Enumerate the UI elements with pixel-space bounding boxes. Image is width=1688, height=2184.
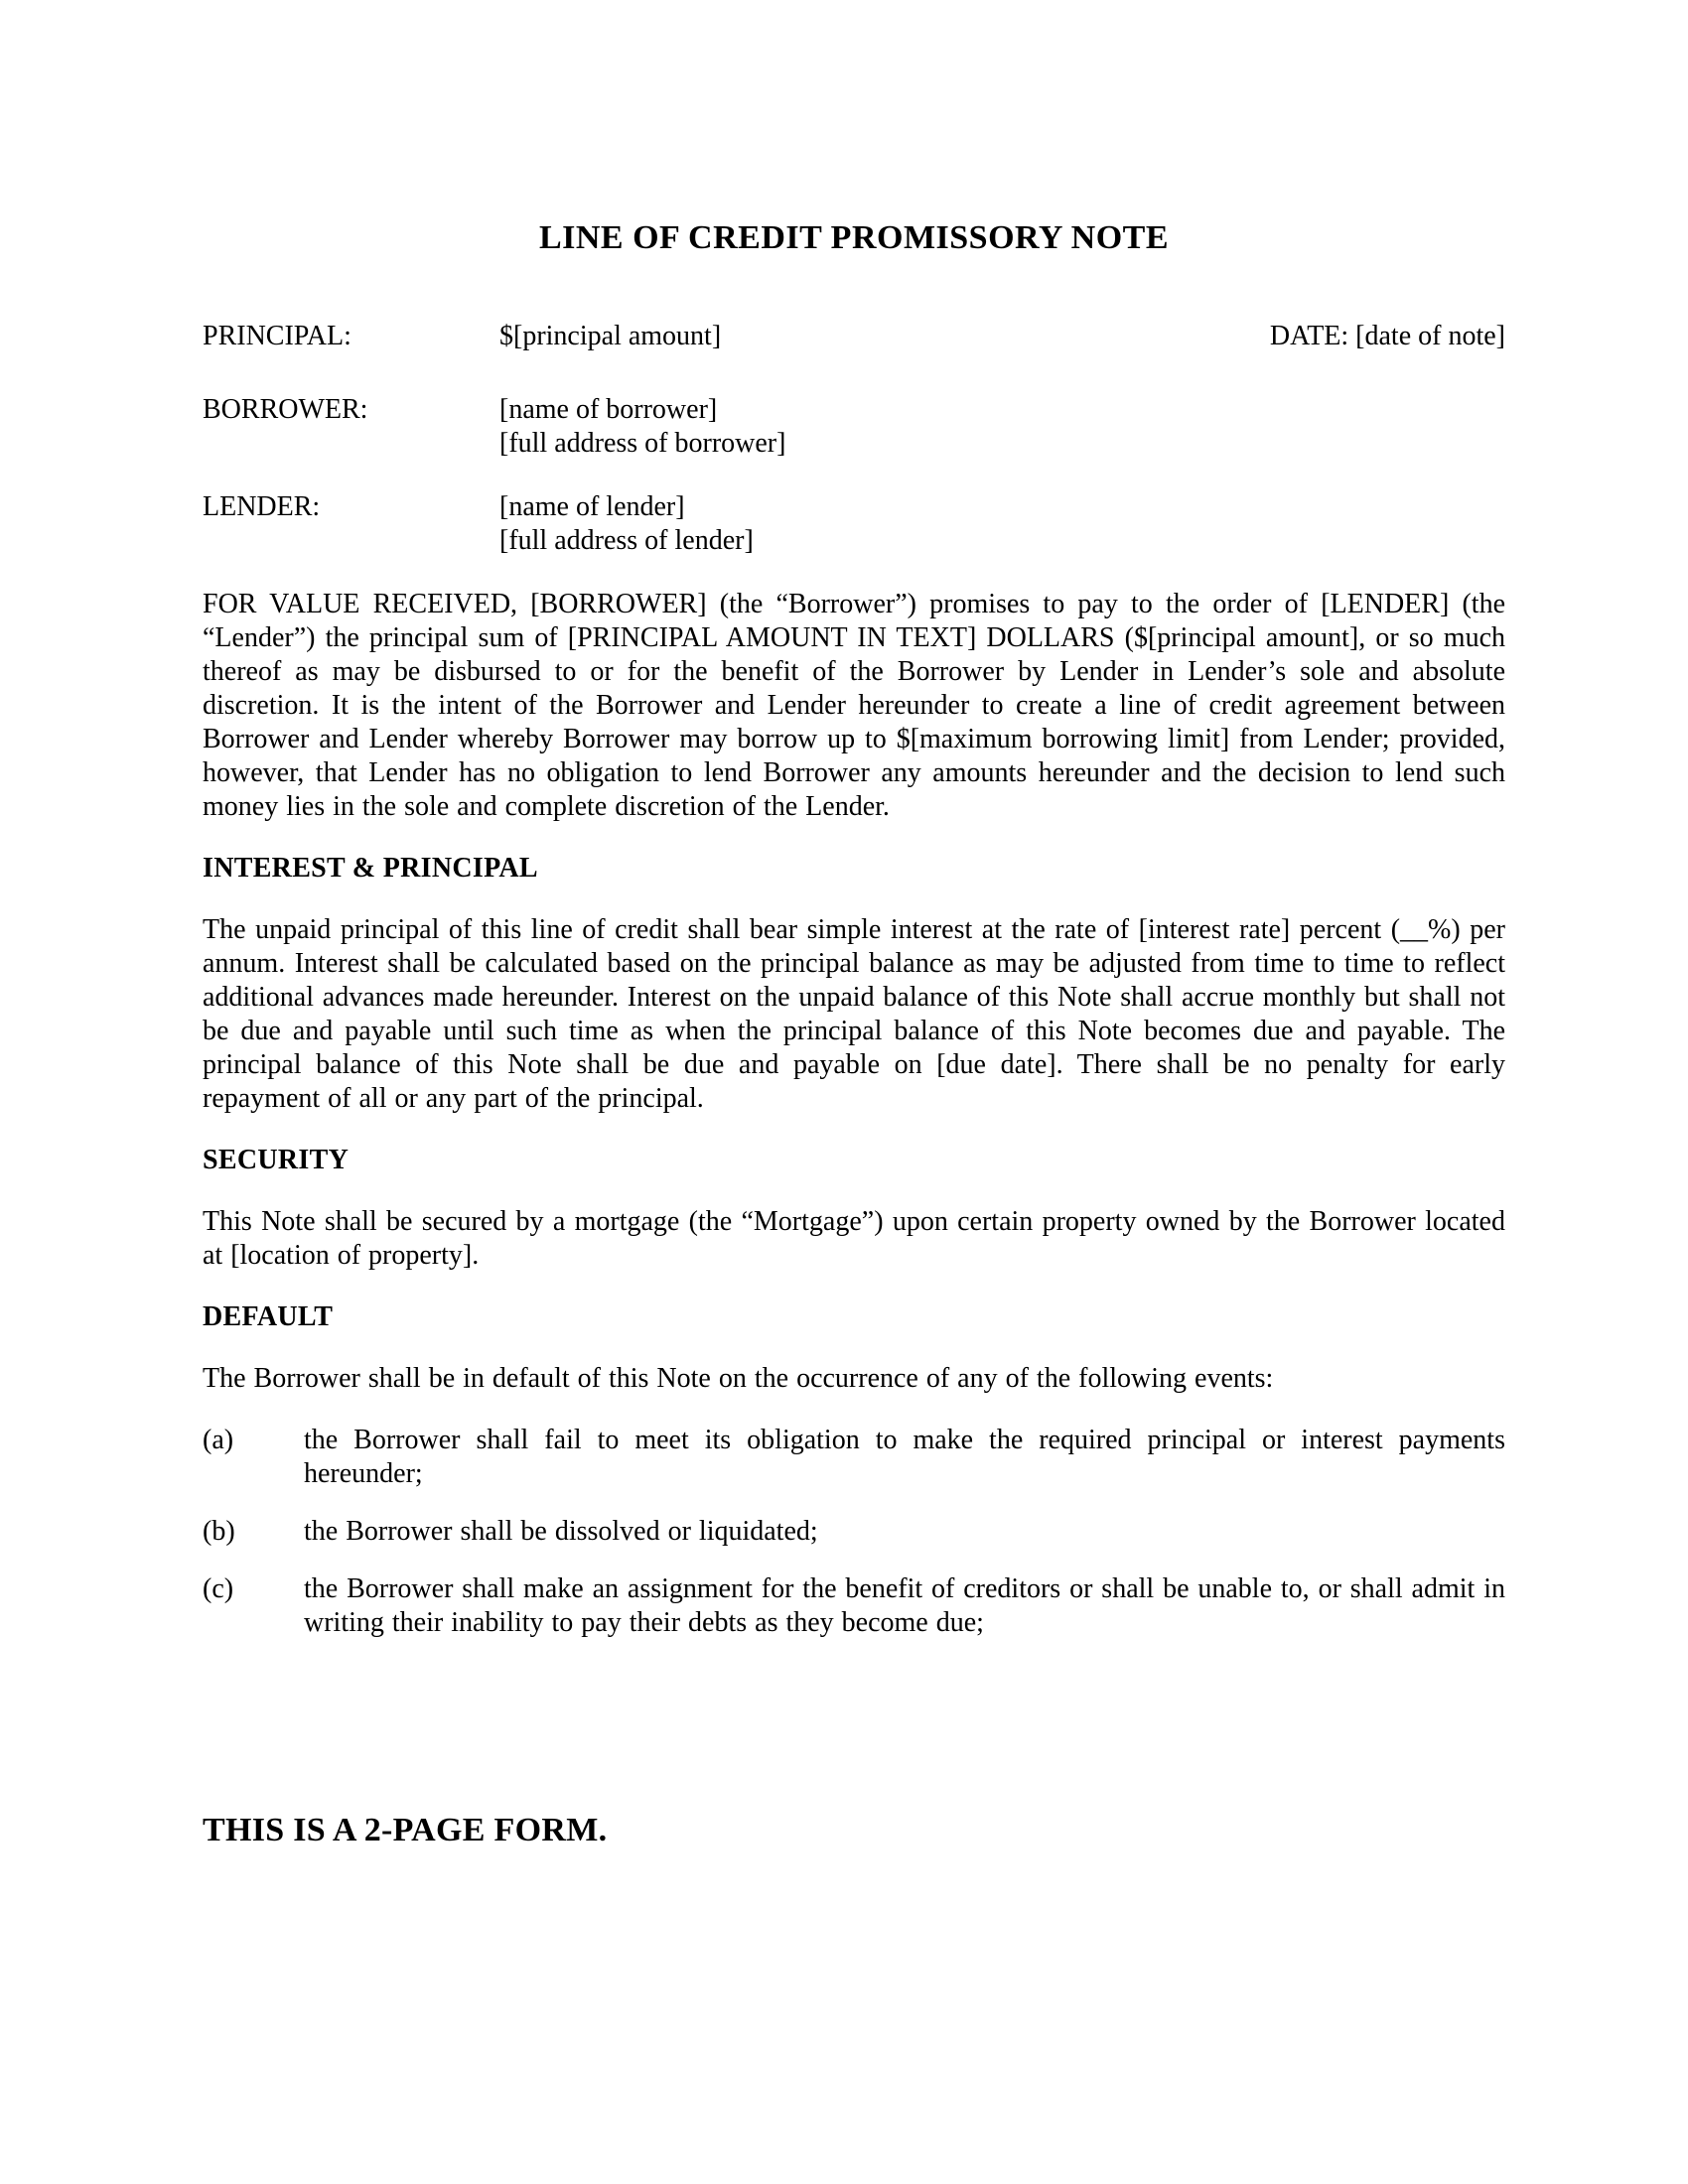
lender-name: [name of lender] xyxy=(499,491,685,522)
default-clause-a xyxy=(203,1424,1505,1491)
principal-value: $[principal amount] xyxy=(499,321,722,351)
default-clause-c xyxy=(203,1572,1505,1640)
clause-marker-a: (a) xyxy=(203,1425,234,1455)
section-heading-interest-principal: INTEREST & PRINCIPAL xyxy=(203,853,538,884)
lender-row xyxy=(203,490,1505,558)
clause-marker-c: (c) xyxy=(203,1573,234,1604)
default-paragraph: The Borrower shall be in default of this Note on the occurrence of any of the following events: xyxy=(203,1363,1274,1394)
borrower-label: BORROWER: xyxy=(203,394,368,425)
clause-text-a: the Borrower shall fail to meet its obligation to make the required principal or interest payments hereunder; xyxy=(304,1425,1505,1489)
document-title: LINE OF CREDIT PROMISSORY NOTE xyxy=(538,219,1170,256)
borrower-name: [name of borrower] xyxy=(499,394,718,425)
clause-text-b: the Borrower shall be dissolved or liquidated; xyxy=(304,1516,818,1547)
lender-address: [full address of lender] xyxy=(499,525,754,556)
lender-value xyxy=(499,490,1505,558)
interest-principal-paragraph: The unpaid principal of this line of credit shall bear simple interest at the rate of [interest rate] percent (__%) per annum. Interest shall be calculated based on the principal balance as may be adjusted from time to time to reflect additional advances made hereunder. Interest on the unpaid balance of this Note shall accrue monthly but shall not be due and payable until such time as when the principal balance of this Note becomes due and payable. The principal balance of this Note shall be due and payable on [due date]. There shall be no penalty for early repayment of all or any part of the principal. xyxy=(203,914,1505,1114)
default-clause-b xyxy=(203,1515,1505,1549)
borrower-value xyxy=(499,393,1505,461)
clause-text-c: the Borrower shall make an assignment for the benefit of creditors or shall be unable to, or shall admit in writing their inability to pay their debts as they become due; xyxy=(304,1573,1505,1638)
section-heading-default: DEFAULT xyxy=(203,1301,334,1332)
section-heading-security: SECURITY xyxy=(203,1145,350,1175)
borrower-address: [full address of borrower] xyxy=(499,428,786,459)
lender-label: LENDER: xyxy=(203,491,321,522)
date-value: DATE: [date of note] xyxy=(1269,321,1505,351)
footer-note: THIS IS A 2-PAGE FORM. xyxy=(203,1812,608,1848)
principal-row xyxy=(203,320,1505,353)
document-content xyxy=(203,0,1505,1664)
borrower-row xyxy=(203,393,1505,461)
principal-label: PRINCIPAL: xyxy=(203,321,352,351)
opening-paragraph: FOR VALUE RECEIVED, [BORROWER] (the “Borrower”) promises to pay to the order of [LENDER] (the “Lender”) the principal sum of [PRINCIPAL AMOUNT IN TEXT] DOLLARS ($[principal amount], or so much thereof as may be disbursed to or for the benefit of the Borrower by Lender in Lender’s sole and absolute discretion. It is the intent of the Borrower and Lender hereunder to create a line of credit agreement between Borrower and Lender whereby Borrower may borrow up to $[maximum borrowing limit] from Lender; provided, however, that Lender has no obligation to lend Borrower any amounts hereunder and the decision to lend such money lies in the sole and complete discretion of the Lender. xyxy=(203,589,1505,822)
security-paragraph: This Note shall be secured by a mortgage (the “Mortgage”) upon certain property owned by the Borrower located at [location of property]. xyxy=(203,1206,1505,1271)
clause-marker-b: (b) xyxy=(203,1516,235,1547)
